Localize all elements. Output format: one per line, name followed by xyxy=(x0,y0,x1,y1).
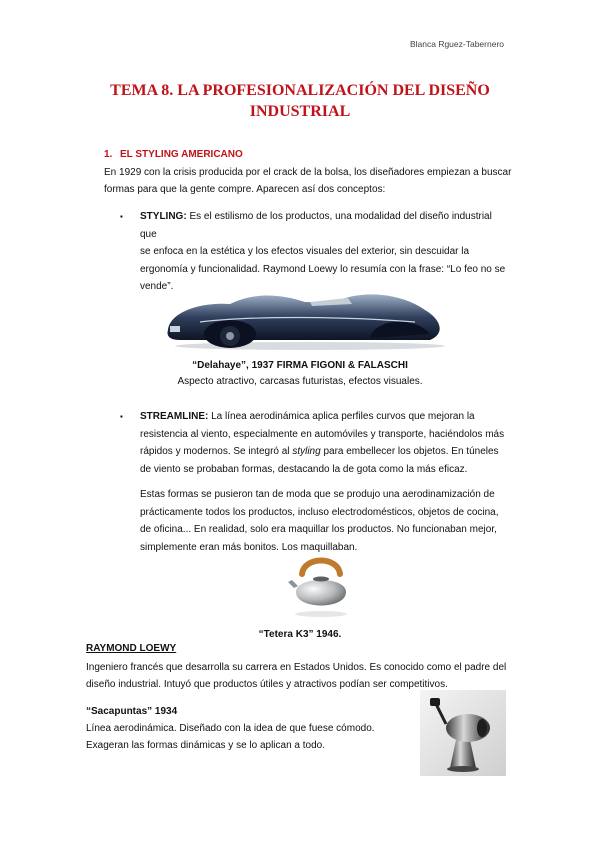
kettle-caption xyxy=(0,627,600,643)
streamline-text: simplemente eran más bonitos. Los maquillaban. xyxy=(140,541,358,553)
sharpener-year: 1934 xyxy=(152,706,178,717)
car-caption xyxy=(0,358,600,390)
bullet-icon: ▪ xyxy=(120,412,123,421)
intro-line: formas para que la gente compre. Aparecen así dos conceptos: xyxy=(104,184,386,195)
sharpener-text: Exageran las formas dinámicas y se lo aplican a todo. xyxy=(86,740,326,751)
streamline-paragraph-2 xyxy=(140,486,510,556)
streamline-text: resistencia al viento, especialmente en automóviles y transporte, haciéndolos más xyxy=(140,428,505,440)
streamline-text: de oficina... En realidad, solo era maquillar los productos. No funcionaban mejor, xyxy=(140,524,497,535)
section-heading xyxy=(104,149,243,160)
streamline-text: La línea aerodinámica aplica perfiles curvos que mejoran la xyxy=(208,411,475,422)
streamline-text: de viento se probaban formas, destacando la de gota como la más eficaz. xyxy=(140,463,468,475)
styling-text: vende”. xyxy=(140,281,174,292)
bullet-icon: ▪ xyxy=(120,212,123,221)
styling-term: STYLING: xyxy=(140,211,187,222)
loewy-text: Ingeniero francés que desarrolla su carrera en Estados Unidos. Es conocido como el padre del xyxy=(86,662,507,673)
streamline-emphasis: styling xyxy=(292,446,321,457)
page-title xyxy=(0,80,600,122)
page-title-line-2: INDUSTRIAL xyxy=(249,103,351,120)
streamline-text: prácticamente todos los productos, incluso electrodomésticos, objetos de cocina, xyxy=(140,506,499,518)
styling-text: se enfoca en la estética y los efectos visuales del exterior, sin descuidar la xyxy=(140,246,470,257)
loewy-text: diseño industrial. Intuyó que productos útiles y atractivos podían ser competitivos. xyxy=(86,679,448,690)
author-name: Blanca Rguez-Tabernero xyxy=(409,39,504,49)
streamline-paragraph xyxy=(140,408,510,478)
streamline-text: rápidos y modernos. Se integró al xyxy=(140,446,293,457)
car-caption-detail: , 1937 FIRMA FIGONI & FALASCHI xyxy=(246,360,408,371)
streamline-text: Estas formas se pusieron tan de moda que se produjo una aerodinamización de xyxy=(140,489,495,500)
section-intro xyxy=(104,164,511,198)
sharpener-text: Línea aerodinámica. Diseñado con la idea de que fuese cómodo. xyxy=(86,723,375,734)
streamline-term: STREAMLINE: xyxy=(140,411,209,422)
loewy-paragraph xyxy=(86,659,516,693)
streamline-text: para embellecer los objetos. En túneles xyxy=(320,446,499,457)
car-caption-name: “Delahaye” xyxy=(192,360,247,371)
loewy-heading: RAYMOND LOEWY xyxy=(86,643,177,654)
car-caption-description: Aspecto atractivo, carcasas futuristas, efectos visuales. xyxy=(177,376,423,387)
kettle-image xyxy=(288,552,354,620)
page-title-line-1: TEMA 8. LA PROFESIONALIZACIÓN DEL DISEÑO xyxy=(110,82,490,99)
sharpener-paragraph xyxy=(86,703,406,754)
kettle-caption-year: 1946. xyxy=(313,629,342,640)
delahaye-car-image xyxy=(160,282,450,352)
section-number: 1. xyxy=(104,149,113,160)
styling-text: Es el estilismo de los productos, una modalidad del diseño industrial que xyxy=(140,211,492,240)
section-heading-text: EL STYLING AMERICANO xyxy=(120,149,243,160)
styling-text: ergonomía y funcionalidad. Raymond Loewy lo resumía con la frase: “Lo feo no se xyxy=(140,263,506,275)
sharpener-image xyxy=(420,690,506,776)
sharpener-name: “Sacapuntas” xyxy=(86,706,153,717)
kettle-caption-name: “Tetera K3” xyxy=(258,629,314,640)
intro-line: En 1929 con la crisis producida por el crack de la bolsa, los diseñadores empiezan a buscar xyxy=(104,167,512,178)
